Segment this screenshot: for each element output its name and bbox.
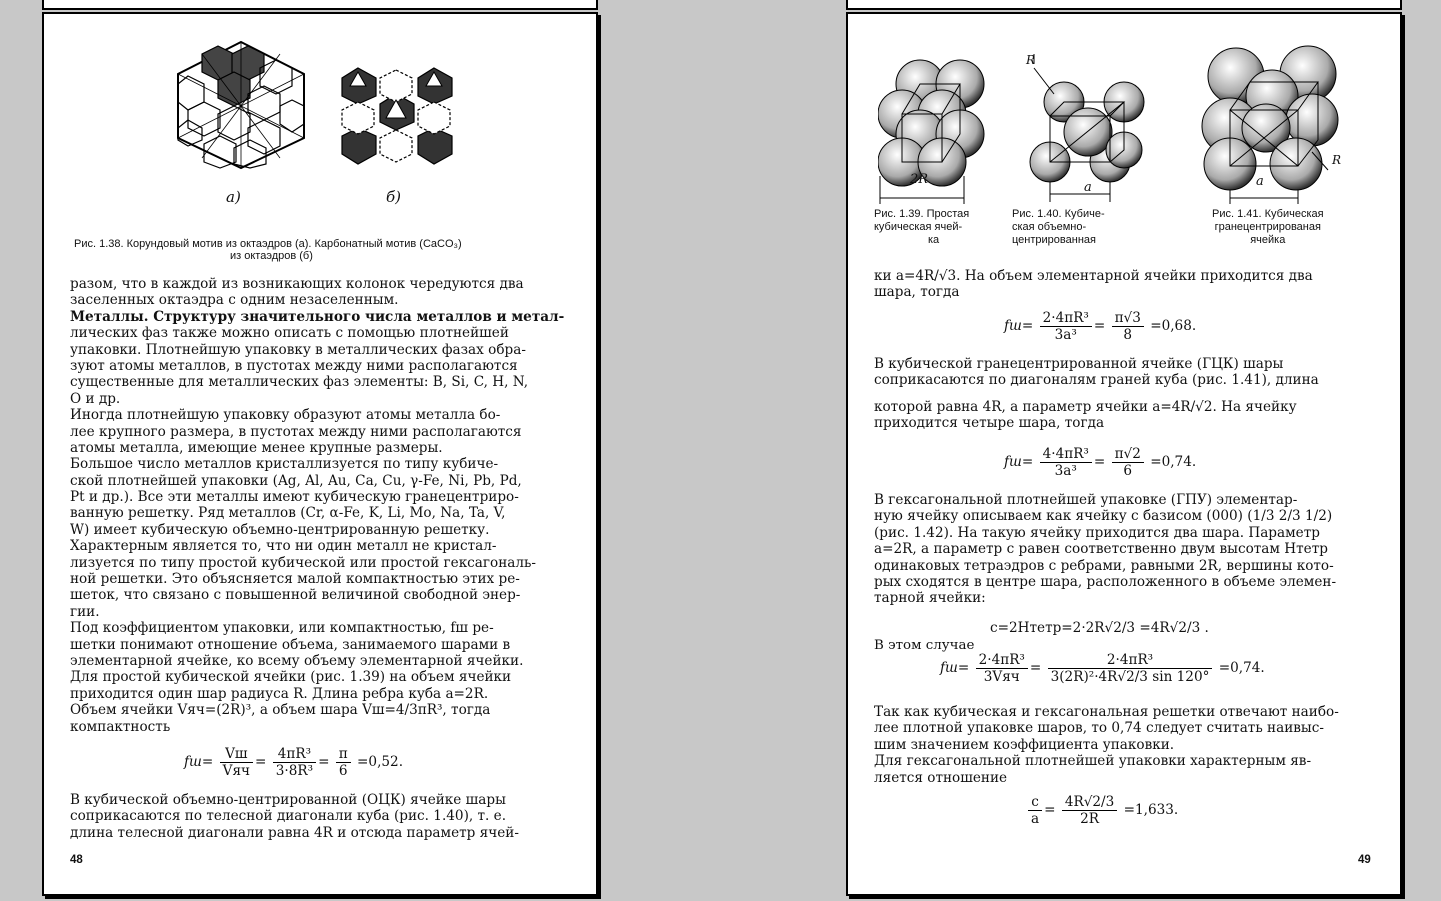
right-text-block-1 [874, 268, 1313, 301]
formula-den: 2R [1080, 811, 1099, 827]
text-line: лее плотной упаковке шаров, то 0,74 следует считать наивыс- [874, 720, 1324, 737]
caption-line: Рис. 1.41. Кубическая [1212, 208, 1324, 220]
formula-den: 3a³ [1054, 327, 1077, 343]
text-line: лизуется по типу простой кубической или простой гексагональ- [70, 554, 537, 571]
page-number-48: 48 [70, 854, 83, 866]
fig-1-40-caption [1012, 208, 1105, 247]
formula-packing-hcp: fш= $\frac{\text{2·4πR³}}{\text{3Vяч}}$ = $\frac{\text{2·4πR³}}{\text{3(2R)²·4R√2/3 sin 120°}}$ =0,74. [940, 652, 1265, 685]
text-line: ную ячейку описываем как ячейку с базисом (000) (1/3 2/3 1/2) [874, 508, 1333, 525]
formula-packing-simple-cubic: fш= $\frac{Vш}{\text{Vяч}}$ = $\frac{\text{4πR³}}{\text{3·8R³}}$ = $\frac{\pi}{6}$ =0,52. [184, 746, 404, 779]
figure-1-39-simple-cubic-cell [878, 58, 996, 208]
text-line: которой равна 4R, а параметр ячейки a=4R/√2. На ячейку [874, 398, 1297, 415]
text-line: Под коэффициентом упаковки, или компактностью, fш ре- [70, 620, 494, 637]
left-text-block-bottom [70, 792, 519, 841]
formula-num: π√3 [1112, 310, 1144, 327]
text-line: тарной ячейки: [874, 590, 986, 607]
text-line: Большое число металлов кристаллизуется по типу кубиче- [70, 456, 499, 473]
caption-line: центрированная [1012, 234, 1096, 246]
left-text-block-top [70, 276, 564, 735]
fig-1-41-caption [1212, 208, 1324, 247]
text-line: упаковки. Плотнейшую упаковку в металлических фазах обра- [70, 341, 526, 358]
formula-num: 4πR³ [273, 746, 316, 763]
fig-1-39-dim-2r: 2R [910, 172, 929, 187]
text-line: Так как кубическая и гексагональная решетки отвечают наибо- [874, 704, 1339, 720]
text-line: гии. [70, 603, 100, 620]
formula-result: =0,74. [1218, 660, 1265, 676]
prev-page-edge-right [846, 0, 1402, 10]
fig-1-38-caption-line1: Рис. 1.38. Корундовый мотив из октаэдров (а). Карбонатный мотив (CaCO₃) [74, 238, 462, 250]
formula-result: =0,52. [357, 754, 404, 770]
formula-num: 2·4πR³ [976, 652, 1028, 669]
formula-den: 3·8R³ [275, 763, 314, 779]
formula-num: 2·4πR³ [1048, 652, 1213, 669]
text-line: В кубической гранецентрированной ячейке (ГЦК) шары [874, 356, 1284, 372]
fig-1-41-r-label: R [1332, 153, 1342, 167]
formula-num: π [336, 746, 351, 763]
formula-den: a [1031, 811, 1040, 827]
fig-1-38-caption-line2: из октаэдров (б) [230, 250, 313, 262]
text-line: приходится четыре шара, тогда [874, 415, 1105, 432]
text-line: ной решетки. Это объясняется малой компактностью этих ре- [70, 571, 520, 588]
right-text-block-4 [874, 704, 1339, 786]
fig-1-39-caption [874, 208, 969, 247]
text-line: атомы металла, имеющие менее крупные размеры. [70, 439, 443, 456]
formula-num: c [1028, 794, 1042, 811]
text-line: разом, что в каждой из возникающих колонок чередуются два [70, 276, 524, 292]
text-line: (рис. 1.42). На такую ячейку приходится два шара. Параметр [874, 524, 1320, 541]
page-48 [42, 12, 598, 896]
text-line: Иногда плотнейшую упаковку образуют атомы металла бо- [70, 407, 501, 424]
text-line: соприкасаются по диагоналям граней куба (рис. 1.41), длина [874, 372, 1319, 389]
fig-1-38-label-a: а) [226, 188, 241, 206]
formula-den: 6 [338, 763, 348, 779]
text-line: рых сходятся в центре шара, расположенного в объеме элемен- [874, 573, 1337, 590]
text-line: существенные для металлических фаз элементы: B, Si, C, H, N, [70, 374, 529, 391]
formula-num: 4·4πR³ [1040, 446, 1092, 463]
formula-den: 3a³ [1054, 463, 1077, 479]
text-line: элементарной ячейке, ко всему объему элементарной ячейки. [70, 652, 524, 669]
formula-c-parameter: c=2Hтетр=2·2R√2/3 =4R√2/3 . [990, 620, 1209, 636]
text-line: Для гексагональной плотнейшей упаковки характерным яв- [874, 753, 1312, 770]
right-text-block-2 [874, 356, 1319, 432]
page-49 [846, 12, 1402, 896]
text-line: a=2R, а параметр c равен соответственно двум высотам Hтетр [874, 541, 1328, 558]
formula-den: 3Vяч [983, 669, 1020, 685]
formula-lhs: fш= [1004, 318, 1034, 334]
text-line: шара, тогда [874, 284, 960, 301]
text-line: O и др. [70, 390, 121, 407]
text-line: Характерным является то, что ни один металл не кристал- [70, 538, 497, 555]
text-line: шетки понимают отношение объема, занимаемого шарами в [70, 636, 511, 653]
caption-line: Рис. 1.39. Простая [874, 208, 970, 220]
text-line: ки a=4R/√3. На объем элементарной ячейки приходится два [874, 268, 1313, 284]
formula-result: =1,633. [1123, 802, 1179, 818]
text-line: одинаковых тетраэдров с ребрами, равными 2R, вершины кото- [874, 557, 1334, 574]
text-line: В гексагональной плотнейшей упаковке (ГПУ) элементар- [874, 492, 1298, 508]
text-line: W) имеет кубическую объемно-центрированную решетку. [70, 521, 490, 538]
formula-num: π√2 [1112, 446, 1144, 463]
text-line: Pt и др.). Все эти металлы имеют кубическую гранецентриро- [70, 489, 519, 506]
text-line: ванную решетку. Ряд металлов (Cr, α-Fe, K, Li, Mo, Na, Ta, V, [70, 505, 506, 522]
text-line: зуют атомы металлов, в пустотах между ними располагаются [70, 357, 518, 374]
fig-1-41-dim-a: a [1256, 174, 1264, 189]
figure-1-41-fcc-cell [1200, 40, 1350, 206]
text-line: Для простой кубической ячейки (рис. 1.39) на объем ячейки [70, 669, 512, 686]
caption-line: ская объемно- [1012, 221, 1087, 233]
text-line: компактность [70, 718, 171, 735]
formula-c-over-a: $\frac{c}{a}$ = $\frac{4R√2/3}{2R}$ =1,633. [1026, 794, 1178, 827]
text-line: приходится один шар радиуса R. Длина ребра куба a=2R. [70, 685, 489, 702]
formula-packing-bcc: fш= $\frac{\text{2·4πR³}}{\text{3a³}}$ = $\frac{\pi√3}{8}$ =0,68. [1004, 310, 1197, 343]
figure-1-38a-corundum-motif [172, 40, 310, 170]
fig-1-38-label-b: б) [386, 188, 402, 206]
formula-lhs: fш= [1004, 454, 1034, 470]
text-line: длина телесной диагонали равна 4R и отсюда параметр ячей- [70, 824, 519, 841]
right-text-block-3 [874, 492, 1336, 607]
formula-num: 2·4πR³ [1040, 310, 1092, 327]
caption-line: ячейка [1250, 234, 1286, 246]
text-line: лических фаз также можно описать с помощью плотнейшей [70, 325, 509, 342]
formula-packing-fcc: fш= $\frac{\text{4·4πR³}}{\text{3a³}}$ = $\frac{\pi√2}{6}$ =0,74. [1004, 446, 1197, 479]
text-line: ляется отношение [874, 769, 1008, 786]
fig-1-40-r-label: R [1026, 53, 1036, 67]
formula-den: 8 [1123, 327, 1133, 343]
in-this-case-label: В этом случае [874, 638, 975, 653]
formula-den: 6 [1123, 463, 1133, 479]
formula-result: =0,74. [1150, 454, 1197, 470]
text-line: заселенных октаэдра с одним незаселенным. [70, 292, 399, 309]
text-line: соприкасаются по телесной диагонали куба (рис. 1.40), т. е. [70, 808, 507, 825]
caption-line: гранецентрированая [1214, 221, 1321, 233]
formula-lhs: fш= [184, 754, 214, 770]
caption-line: кубическая ячей- [874, 221, 963, 233]
caption-line: Рис. 1.40. Кубиче- [1012, 208, 1105, 220]
text-line: Объем ячейки Vяч=(2R)³, а объем шара Vш=4/3πR³, тогда [70, 702, 491, 719]
text-line: шеток, что связано с повышенной величиной свободной энер- [70, 587, 521, 604]
text-line: лее крупного размера, в пустотах между ними располагаются [70, 423, 522, 440]
formula-lhs: fш= [940, 660, 970, 676]
formula-num: 4R√2/3 [1062, 794, 1117, 811]
figure-1-38b-carbonate-motif [340, 66, 470, 166]
caption-line: ка [928, 234, 940, 246]
page-number-49: 49 [1358, 854, 1371, 866]
text-line: Металлы. Структуру значительного числа металлов и метал- [70, 308, 565, 325]
formula-den: 3(2R)²·4R√2/3 sin 120° [1050, 669, 1210, 685]
formula-result: =0,68. [1150, 318, 1197, 334]
formula-num: Vш [220, 746, 253, 763]
text-line: шим значением коэффициента упаковки. [874, 736, 1175, 753]
formula-den: Vяч [222, 763, 251, 779]
text-line: В кубической объемно-центрированной (ОЦК) ячейке шары [70, 792, 506, 808]
text-line: ской плотнейшей упаковки (Ag, Al, Au, Ca, Cu, γ-Fe, Ni, Pb, Pd, [70, 472, 522, 489]
fig-1-40-dim-a: a [1084, 180, 1092, 195]
prev-page-edge-left [42, 0, 598, 10]
